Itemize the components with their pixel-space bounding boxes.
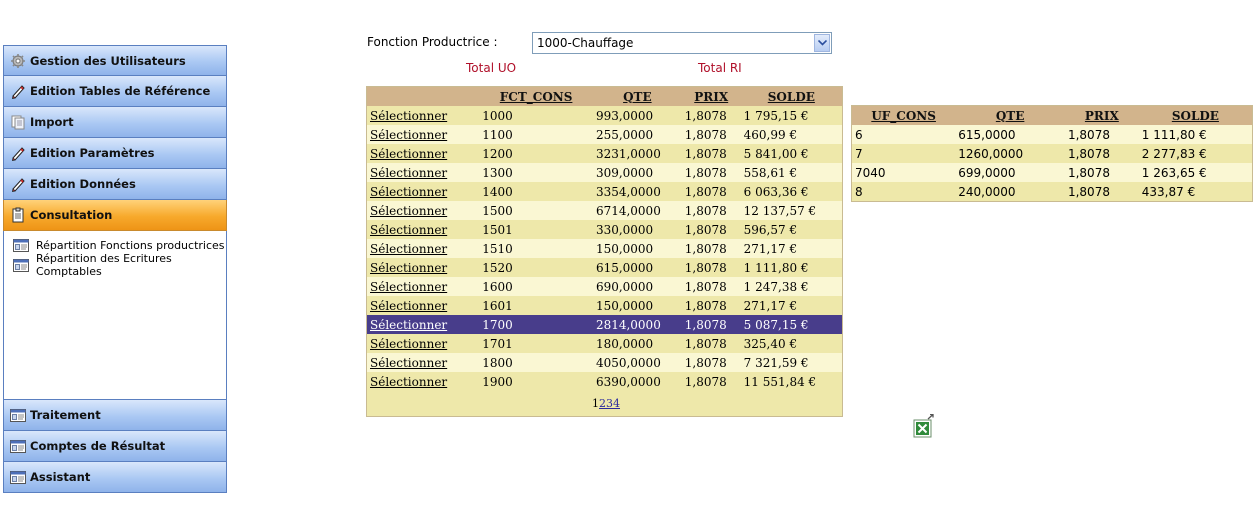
prix-cell: 1,8078: [682, 201, 741, 220]
solde-cell: 11 551,84 €: [741, 372, 843, 391]
qte-cell: 240,0000: [955, 182, 1065, 202]
select-link[interactable]: Sélectionner: [370, 279, 448, 294]
solde-cell: 433,87 €: [1139, 182, 1253, 202]
fct-cons-cell: 1100: [479, 125, 593, 144]
qte-cell: 330,0000: [593, 220, 682, 239]
select-cell: [367, 372, 480, 391]
solde-cell: 7 321,59 €: [741, 353, 843, 372]
qte-cell: 1260,0000: [955, 144, 1065, 163]
window-icon: [13, 259, 29, 272]
solde-cell: 1 111,80 €: [1139, 125, 1253, 144]
sidebar-item-label: Edition Paramètres: [30, 146, 155, 160]
sidebar-item-comptes-de-resultat[interactable]: [3, 431, 227, 462]
table-row: [367, 144, 843, 163]
prix-cell: 1,8078: [1065, 163, 1139, 182]
table-row: [367, 182, 843, 201]
select-cell: [367, 220, 480, 239]
sidebar-item-gestion-des-utilisateurs[interactable]: [3, 45, 227, 76]
fct-cons-cell: 1510: [479, 239, 593, 258]
solde-cell: 6 063,36 €: [741, 182, 843, 201]
window-icon: [10, 469, 26, 485]
pager: [367, 391, 843, 417]
select-cell: [367, 258, 480, 277]
select-link[interactable]: Sélectionner: [370, 298, 448, 313]
fct-cons-cell: 1400: [479, 182, 593, 201]
sidebar-item-edition-parametres[interactable]: [3, 138, 227, 169]
table-row: [367, 353, 843, 372]
qte-cell: 6390,0000: [593, 372, 682, 391]
prix-cell: 1,8078: [682, 296, 741, 315]
qte-cell: 309,0000: [593, 163, 682, 182]
qte-cell: 3231,0000: [593, 144, 682, 163]
uf-cons-table: [851, 105, 1253, 202]
table-row: [367, 201, 843, 220]
subitem-repartition-ecritures[interactable]: [4, 252, 226, 278]
prix-cell: 1,8078: [1065, 182, 1139, 202]
qte-cell: 2814,0000: [593, 315, 682, 334]
qte-cell: 615,0000: [955, 125, 1065, 144]
select-cell: [367, 296, 480, 315]
select-cell: [367, 277, 480, 296]
pencil-icon: [10, 145, 26, 161]
table-row: [367, 296, 843, 315]
sidebar-item-consultation[interactable]: [3, 200, 227, 231]
fct-cons-cell: 1501: [479, 220, 593, 239]
sidebar-item-label: Import: [30, 115, 74, 129]
fct-cons-cell: 1601: [479, 296, 593, 315]
sidebar-item-label: Comptes de Résultat: [30, 439, 166, 453]
uf-cons-header[interactable]: UF_CONS: [852, 106, 956, 126]
select-cell: [367, 334, 480, 353]
select-link[interactable]: Sélectionner: [370, 355, 448, 370]
excel-export-icon[interactable]: [913, 414, 935, 438]
solde-cell: 5 841,00 €: [741, 144, 843, 163]
select-cell: [367, 239, 480, 258]
select-cell: [367, 182, 480, 201]
fonction-productrice-select[interactable]: [532, 32, 832, 54]
qte-cell: 150,0000: [593, 239, 682, 258]
fct-cons-cell: 1900: [479, 372, 593, 391]
prix-cell: 1,8078: [682, 182, 741, 201]
fct-cons-cell: 1800: [479, 353, 593, 372]
select-link[interactable]: Sélectionner: [370, 146, 448, 161]
sidebar-item-label: Edition Tables de Référence: [30, 84, 211, 98]
window-icon: [10, 407, 26, 423]
fct-cons-table: [366, 86, 843, 417]
qte-cell: 150,0000: [593, 296, 682, 315]
prix-cell: 1,8078: [682, 106, 741, 125]
solde-cell: 1 111,80 €: [741, 258, 843, 277]
qte-cell: 615,0000: [593, 258, 682, 277]
solde-cell: 558,61 €: [741, 163, 843, 182]
sidebar-item-label: Edition Données: [30, 177, 136, 191]
select-cell: [367, 106, 480, 125]
sidebar-item-label: Consultation: [30, 208, 113, 222]
prix-cell: 1,8078: [1065, 144, 1139, 163]
table-row: [367, 277, 843, 296]
fonction-productrice-value: 1000-Chauffage: [537, 36, 634, 50]
table-row: [852, 163, 1253, 182]
select-link[interactable]: Sélectionner: [370, 317, 448, 332]
pencil-icon: [10, 176, 26, 192]
sidebar-item-traitement[interactable]: [3, 400, 227, 431]
prix-cell: 1,8078: [682, 315, 741, 334]
select-link[interactable]: Sélectionner: [370, 241, 448, 256]
qte-header[interactable]: QTE: [955, 106, 1065, 126]
sidebar-item-edition-tables-de-reference[interactable]: [3, 76, 227, 107]
gear-icon: [10, 53, 26, 69]
window-icon: [13, 239, 29, 252]
chevron-down-icon[interactable]: [814, 34, 830, 52]
solde-cell: 1 263,65 €: [1139, 163, 1253, 182]
total-uo-label: Total UO: [466, 61, 517, 75]
total-ri-label: Total RI: [698, 61, 742, 75]
table-row: [367, 258, 843, 277]
subitem-label: Répartition Fonctions productrices: [36, 238, 225, 252]
qte-cell: 699,0000: [955, 163, 1065, 182]
table-row: [852, 144, 1253, 163]
solde-header[interactable]: SOLDE: [741, 87, 843, 107]
sidebar-item-edition-donnees[interactable]: [3, 169, 227, 200]
select-cell: [367, 201, 480, 220]
select-cell: [367, 163, 480, 182]
select-cell: [367, 315, 480, 334]
select-link[interactable]: Sélectionner: [370, 184, 448, 199]
solde-cell: 271,17 €: [741, 239, 843, 258]
solde-cell: 271,17 €: [741, 296, 843, 315]
qte-cell: 255,0000: [593, 125, 682, 144]
fct-cons-header[interactable]: FCT_CONS: [479, 87, 593, 107]
qte-cell: 690,0000: [593, 277, 682, 296]
select-link[interactable]: Sélectionner: [370, 374, 448, 389]
table-header-row: [852, 106, 1253, 126]
table-row: [852, 125, 1253, 144]
sidebar-item-assistant[interactable]: [3, 462, 227, 493]
qte-cell: 180,0000: [593, 334, 682, 353]
solde-cell: 1 247,38 €: [741, 277, 843, 296]
fct-cons-cell: 1000: [479, 106, 593, 125]
solde-cell: 460,99 €: [741, 125, 843, 144]
fonction-productrice-label: Fonction Productrice :: [367, 35, 498, 49]
solde-cell: 5 087,15 €: [741, 315, 843, 334]
prix-cell: 1,8078: [682, 220, 741, 239]
fct-cons-cell: 1701: [479, 334, 593, 353]
sidebar-item-label: Assistant: [30, 470, 91, 484]
fct-cons-cell: 1200: [479, 144, 593, 163]
sidebar: [3, 45, 227, 493]
uf-cons-cell: 7: [852, 144, 956, 163]
uf-cons-cell: 6: [852, 125, 956, 144]
select-link[interactable]: Sélectionner: [370, 336, 448, 351]
table-row: [367, 220, 843, 239]
fct-cons-cell: 1500: [479, 201, 593, 220]
subitem-label: Répartition des Ecritures Comptables: [36, 252, 172, 278]
select-cell: [367, 144, 480, 163]
select-link[interactable]: Sélectionner: [370, 165, 448, 180]
table-row: [367, 239, 843, 258]
uf-cons-cell: 8: [852, 182, 956, 202]
qte-cell: 4050,0000: [593, 353, 682, 372]
solde-cell: 1 795,15 €: [741, 106, 843, 125]
prix-cell: 1,8078: [682, 125, 741, 144]
page-link-4[interactable]: 4: [613, 397, 620, 410]
solde-cell: 325,40 €: [741, 334, 843, 353]
prix-cell: 1,8078: [682, 277, 741, 296]
fct-cons-cell: 1600: [479, 277, 593, 296]
page-link-3[interactable]: 3: [606, 397, 613, 410]
sidebar-item-label: Gestion des Utilisateurs: [30, 53, 186, 68]
prix-cell: 1,8078: [682, 144, 741, 163]
qte-cell: 993,0000: [593, 106, 682, 125]
prix-cell: 1,8078: [682, 239, 741, 258]
qte-cell: 3354,0000: [593, 182, 682, 201]
select-link[interactable]: Sélectionner: [370, 260, 448, 275]
solde-header[interactable]: SOLDE: [1139, 106, 1253, 126]
pencil-icon: [10, 83, 26, 99]
prix-cell: 1,8078: [682, 163, 741, 182]
page-link-2[interactable]: 2: [599, 397, 606, 410]
uf-cons-cell: 7040: [852, 163, 956, 182]
table-row: [852, 182, 1253, 202]
consultation-subpanel: [3, 231, 227, 400]
fct-cons-cell: 1700: [479, 315, 593, 334]
solde-cell: 596,57 €: [741, 220, 843, 239]
select-link[interactable]: Sélectionner: [370, 127, 448, 142]
prix-cell: 1,8078: [682, 353, 741, 372]
sidebar-item-import[interactable]: [3, 107, 227, 138]
table-row: [367, 315, 843, 334]
table-row: [367, 163, 843, 182]
prix-header[interactable]: PRIX: [1065, 106, 1139, 126]
prix-cell: 1,8078: [1065, 125, 1139, 144]
pager-row: [367, 391, 843, 417]
import-icon: [10, 114, 26, 130]
window-icon: [10, 438, 26, 454]
table-row: [367, 106, 843, 125]
select-cell: [367, 125, 480, 144]
table-row: [367, 372, 843, 391]
solde-cell: 2 277,83 €: [1139, 144, 1253, 163]
page-link-1: 1: [592, 397, 599, 410]
select-column-header: [367, 87, 480, 107]
solde-cell: 12 137,57 €: [741, 201, 843, 220]
prix-cell: 1,8078: [682, 372, 741, 391]
prix-cell: 1,8078: [682, 258, 741, 277]
table-row: [367, 334, 843, 353]
fct-cons-cell: 1520: [479, 258, 593, 277]
table-header-row: [367, 87, 843, 107]
select-link[interactable]: Sélectionner: [370, 222, 448, 237]
prix-header[interactable]: PRIX: [682, 87, 741, 107]
qte-header[interactable]: QTE: [593, 87, 682, 107]
fct-cons-cell: 1300: [479, 163, 593, 182]
qte-cell: 6714,0000: [593, 201, 682, 220]
sidebar-item-label: Traitement: [30, 408, 101, 422]
select-link[interactable]: Sélectionner: [370, 108, 448, 123]
table-row: [367, 125, 843, 144]
prix-cell: 1,8078: [682, 334, 741, 353]
clipboard-icon: [10, 207, 26, 223]
select-cell: [367, 353, 480, 372]
select-link[interactable]: Sélectionner: [370, 203, 448, 218]
